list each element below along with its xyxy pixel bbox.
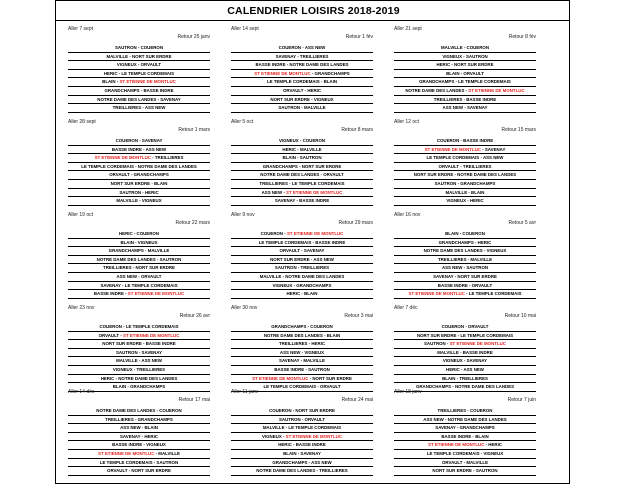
round-block xyxy=(68,390,210,482)
match-row: ORVAULT - MALVILLE xyxy=(394,459,536,468)
aller-date: Aller 7 sept xyxy=(68,26,94,32)
match-row: BLAIN - VIGNEUX xyxy=(68,239,210,248)
aller-date: Aller 21 sept xyxy=(394,26,422,32)
retour-date: Retour 1 mars xyxy=(178,127,210,133)
match-row: GRANDCHAMPS - LE TEMPLE CORDEMAIS xyxy=(394,78,536,87)
match-row: NORT SUR ERDRE - VIGNEUX xyxy=(231,96,373,105)
highlighted-team: ST ETIENNE DE MONTLUC xyxy=(408,291,465,297)
round-block xyxy=(394,390,536,482)
retour-date: Retour 8 mars xyxy=(341,127,373,133)
match-row: TREILLIERES - GRANDCHAMPS xyxy=(68,416,210,425)
match-row: VIGNEUX - TREILLIERES xyxy=(68,366,210,375)
match-row: NOTRE DAME DES LANDES - ST ETIENNE DE MONTLUC xyxy=(394,87,536,96)
match-row: ORVAULT - SAVENAY xyxy=(231,247,373,256)
match-row: GRANDCHAMPS - NORT SUR ERDRE xyxy=(231,163,373,172)
match-row: SAUTRON - GRANDCHAMPS xyxy=(394,180,536,189)
match-row: BASSE INDRE - ST ETIENNE DE MONTLUC xyxy=(68,290,210,299)
match-row: SAVENAY - GRANDCHAMPS xyxy=(394,424,536,433)
highlighted-team: ST ETIENNE DE MONTLUC xyxy=(127,291,185,297)
match-row: LE TEMPLE CORDEMAIS - VIGNEUX xyxy=(394,450,536,459)
page-title: CALENDRIER LOISIRS 2018-2019 xyxy=(227,5,400,17)
aller-date: Aller 16 nov xyxy=(394,212,421,218)
retour-date: Retour 24 mai xyxy=(341,397,373,403)
match-row: MALVILLE - NOTRE DAME DES LANDES xyxy=(231,273,373,282)
match-row: VIGNEUX - ST ETIENNE DE MONTLUC xyxy=(231,433,373,442)
highlighted-team: ST ETIENNE DE MONTLUC xyxy=(424,146,481,152)
match-row: SAUTRON - SAVENAY xyxy=(68,349,210,358)
match-row: TREILLIERES - MALVILLE xyxy=(394,256,536,265)
match-row: ST ETIENNE DE MONTLUC - TREILLIERES xyxy=(68,154,210,163)
match-list xyxy=(231,323,373,392)
round-block xyxy=(231,27,373,119)
match-row: SAVENAY - BASSE INDRE xyxy=(231,197,373,206)
aller-date: Aller 19 oct xyxy=(68,212,94,218)
match-row: SAVENAY - LE TEMPLE CORDEMAIS xyxy=(68,282,210,291)
match-list xyxy=(68,44,210,113)
match-row: BASSE INDRE - VIGNEUX xyxy=(68,441,210,450)
match-row: VIGNEUX - ORVAULT xyxy=(68,61,210,70)
match-row: ASS NEW - ORVAULT xyxy=(68,273,210,282)
highlighted-team: ST ETIENNE DE MONTLUC xyxy=(252,375,309,381)
match-row: LE TEMPLE CORDEMAIS - ASS NEW xyxy=(394,154,536,163)
match-list xyxy=(68,407,210,476)
match-row: COUERON - SAVENAY xyxy=(68,137,210,146)
aller-date: Aller 12 oct xyxy=(394,119,420,125)
match-row: HERIC - NORT SUR ERDRE xyxy=(394,61,536,70)
match-list xyxy=(394,407,536,476)
match-row: TREILLIERES - COUERON xyxy=(394,407,536,416)
retour-date: Retour 15 mars xyxy=(501,127,536,133)
match-row: BASSE INDRE - SAUTRON xyxy=(231,366,373,375)
match-row: SAUTRON - COUERON xyxy=(68,44,210,53)
aller-date: Aller 14 sept xyxy=(231,26,259,32)
match-row: GRANDCHAMPS - NOTRE DAME DES LANDES xyxy=(394,383,536,392)
highlighted-team: ST ETIENNE DE MONTLUC xyxy=(123,332,180,338)
retour-date: Retour 26 avr xyxy=(179,313,210,319)
match-row: NOTRE DAME DES LANDES - ORVAULT xyxy=(231,171,373,180)
highlighted-team: ST ETIENNE DE MONTLUC xyxy=(254,70,311,76)
match-row: NORT SUR ERDRE - NOTRE DAME DES LANDES xyxy=(394,171,536,180)
match-row: COUERON - NORT SUR ERDRE xyxy=(231,407,373,416)
aller-date: Aller 28 sept xyxy=(68,119,96,125)
match-row: NOTRE DAME DES LANDES - TREILLIERES xyxy=(231,467,373,476)
highlighted-team: ST ETIENNE DE MONTLUC xyxy=(286,189,343,195)
match-row: BLAIN - GRANDCHAMPS xyxy=(68,383,210,392)
aller-date: Aller 30 nov xyxy=(231,305,258,311)
match-list xyxy=(394,44,536,113)
match-row: COUERON - ST ETIENNE DE MONTLUC xyxy=(231,230,373,239)
match-row: HERIC - BLAIN xyxy=(231,290,373,299)
match-list xyxy=(68,323,210,392)
match-list xyxy=(394,323,536,392)
match-row: ASS NEW - BLAIN xyxy=(68,424,210,433)
aller-date: Aller 5 oct xyxy=(231,119,254,125)
match-row: BLAIN - SAVENAY xyxy=(231,450,373,459)
match-row: NOTRE DAME DES LANDES - COUERON xyxy=(68,407,210,416)
match-row: LE TEMPLE CORDEMAIS - NOTRE DAME DES LANDES xyxy=(68,163,210,172)
match-row: LE TEMPLE CORDEMAIS - BLAIN xyxy=(231,78,373,87)
round-block xyxy=(394,120,536,212)
highlighted-team: ST ETIENNE DE MONTLUC xyxy=(119,79,176,85)
retour-date: Retour 25 janv xyxy=(177,34,210,40)
aller-date: Aller 9 nov xyxy=(231,212,255,218)
highlighted-team: ST ETIENNE DE MONTLUC xyxy=(285,433,343,439)
match-row: MALVILLE - LE TEMPLE CORDEMAIS xyxy=(231,424,373,433)
match-row: ST ETIENNE DE MONTLUC - GRANDCHAMPS xyxy=(231,70,373,79)
match-row: GRANDCHAMPS - COUERON xyxy=(231,323,373,332)
match-row: LE TEMPLE CORDEMAIS - SAUTRON xyxy=(68,459,210,468)
match-row: VIGNEUX - SAVENAY xyxy=(394,357,536,366)
match-row: NORT SUR ERDRE - SAUTRON xyxy=(394,467,536,476)
aller-date: Aller 18 janv xyxy=(394,389,422,395)
match-row: GRANDCHAMPS - HERIC xyxy=(394,239,536,248)
match-row: MALVILLE - NORT SUR ERDRE xyxy=(68,53,210,62)
highlighted-team: ST ETIENNE DE MONTLUC xyxy=(428,442,485,448)
match-row: HERIC - NOTRE DAME DES LANDES xyxy=(68,375,210,384)
title-divider xyxy=(56,20,569,21)
match-row: NOTRE DAME DES LANDES - VIGNEUX xyxy=(394,247,536,256)
match-row: ASS NEW - NOTRE DAME DES LANDES xyxy=(394,416,536,425)
match-list xyxy=(231,44,373,113)
round-block xyxy=(68,306,210,398)
match-row: SAVENAY - NORT SUR ERDRE xyxy=(394,273,536,282)
highlighted-team: ST ETIENNE DE MONTLUC xyxy=(98,450,155,456)
match-row: BASSE INDRE - ORVAULT xyxy=(394,282,536,291)
match-row: HERIC - MALVILLE xyxy=(231,146,373,155)
match-row: HERIC - BASSE INDRE xyxy=(231,441,373,450)
match-row: COUERON - ORVAULT xyxy=(394,323,536,332)
match-row: HERIC - LE TEMPLE CORDEMAIS xyxy=(68,70,210,79)
match-row: TREILLIERES - LE TEMPLE CORDEMAIS xyxy=(231,180,373,189)
retour-date: Retour 22 mars xyxy=(175,220,210,226)
match-row: COUERON - BASSE INDRE xyxy=(394,137,536,146)
round-block xyxy=(231,390,373,482)
retour-date: Retour 8 fév xyxy=(508,34,536,40)
round-block xyxy=(231,306,373,398)
match-row: GRANDCHAMPS - BASSE INDRE xyxy=(68,87,210,96)
match-list xyxy=(231,230,373,299)
retour-date: Retour 3 mai xyxy=(344,313,373,319)
match-row: LE TEMPLE CORDEMAIS - BASSE INDRE xyxy=(231,239,373,248)
match-row: NOTRE DAME DES LANDES - BLAIN xyxy=(231,332,373,341)
retour-date: Retour 7 juin xyxy=(507,397,536,403)
match-row: SAUTRON - HERIC xyxy=(68,189,210,198)
match-row: ORVAULT - ST ETIENNE DE MONTLUC xyxy=(68,332,210,341)
highlighted-team: ST ETIENNE DE MONTLUC xyxy=(468,87,525,93)
match-row: ORVAULT - HERIC xyxy=(231,87,373,96)
match-row: NORT SUR ERDRE - BASSE INDRE xyxy=(68,340,210,349)
retour-date: Retour 10 mai xyxy=(504,313,536,319)
match-list xyxy=(68,230,210,299)
match-row: VIGNEUX - HERIC xyxy=(394,197,536,206)
match-row: ST ETIENNE DE MONTLUC - LE TEMPLE CORDEMAIS xyxy=(394,290,536,299)
match-row: MALVILLE - BLAIN xyxy=(394,189,536,198)
match-row: ASS NEW - ST ETIENNE DE MONTLUC xyxy=(231,189,373,198)
match-row: SAUTRON - ST ETIENNE DE MONTLUC xyxy=(394,340,536,349)
match-row: BASSE INDRE - BLAIN xyxy=(394,433,536,442)
retour-date: Retour 5 avr xyxy=(508,220,536,226)
round-block xyxy=(394,213,536,305)
match-row: TREILLIERES - BASSE INDRE xyxy=(394,96,536,105)
highlighted-team: ST ETIENNE DE MONTLUC xyxy=(94,155,151,161)
calendar-frame xyxy=(55,0,570,484)
match-row: BLAIN - ST ETIENNE DE MONTLUC xyxy=(68,78,210,87)
match-row: NORT SUR ERDRE - ASS NEW xyxy=(231,256,373,265)
match-row: ORVAULT - GRANDCHAMPS xyxy=(68,171,210,180)
match-row: NORT SUR ERDRE - LE TEMPLE CORDEMAIS xyxy=(394,332,536,341)
aller-date: Aller 23 nov xyxy=(68,305,95,311)
round-block xyxy=(231,120,373,212)
match-row: SAUTRON - ORVAULT xyxy=(231,416,373,425)
match-row: ST ETIENNE DE MONTLUC - SAVENAY xyxy=(394,146,536,155)
match-row: MALVILLE - ASS NEW xyxy=(68,357,210,366)
match-row: TREILLIERES - NORT SUR ERDRE xyxy=(68,264,210,273)
match-row: HERIC - ASS NEW xyxy=(394,366,536,375)
match-row: ASS NEW - SAUTRON xyxy=(394,264,536,273)
aller-date: Aller 7 déc xyxy=(394,305,418,311)
match-row: ST ETIENNE DE MONTLUC - MALVILLE xyxy=(68,450,210,459)
match-list xyxy=(394,137,536,206)
match-row: TREILLIERES - HERIC xyxy=(231,340,373,349)
highlighted-team: ST ETIENNE DE MONTLUC xyxy=(449,341,506,347)
match-row: NOTRE DAME DES LANDES - SAVENAY xyxy=(68,96,210,105)
match-row: NORT SUR ERDRE - BLAIN xyxy=(68,180,210,189)
match-row: ST ETIENNE DE MONTLUC - HERIC xyxy=(394,441,536,450)
match-row: BLAIN - TREILLIERES xyxy=(394,375,536,384)
highlighted-team: ST ETIENNE DE MONTLUC xyxy=(287,231,344,236)
match-row: COUERON - ASS NEW xyxy=(231,44,373,53)
match-row: BLAIN - ORVAULT xyxy=(394,70,536,79)
match-row: NOTRE DAME DES LANDES - SAUTRON xyxy=(68,256,210,265)
match-row: BLAIN - SAUTRON xyxy=(231,154,373,163)
round-block xyxy=(68,120,210,212)
retour-date: Retour 17 mai xyxy=(178,397,210,403)
round-block xyxy=(68,213,210,305)
match-row: MALVILLE - VIGNEUX xyxy=(68,197,210,206)
match-row: SAVENAY - HERIC xyxy=(68,433,210,442)
match-row: ORVAULT - NORT SUR ERDRE xyxy=(68,467,210,476)
match-row: SAVENAY - TREILLIERES xyxy=(231,53,373,62)
match-row: HERIC - COUERON xyxy=(68,230,210,239)
round-block xyxy=(68,27,210,119)
match-list xyxy=(394,230,536,299)
match-row: VIGNEUX - GRANDCHAMPS xyxy=(231,282,373,291)
round-block xyxy=(231,213,373,305)
round-block xyxy=(394,27,536,119)
match-row: BASSE INDRE - NOTRE DAME DES LANDES xyxy=(231,61,373,70)
aller-date: Aller 11 janv xyxy=(231,389,259,395)
match-row: ASS NEW - VIGNEUX xyxy=(231,349,373,358)
match-row: ASS NEW - SAVENAY xyxy=(394,104,536,113)
match-list xyxy=(231,407,373,476)
match-row: SAVENAY - MALVILLE xyxy=(231,357,373,366)
match-row: ORVAULT - TREILLIERES xyxy=(394,163,536,172)
match-row: GRANDCHAMPS - ASS NEW xyxy=(231,459,373,468)
match-row: VIGNEUX - SAUTRON xyxy=(394,53,536,62)
aller-date: Aller 14 déc xyxy=(68,389,95,395)
match-row: COUERON - LE TEMPLE CORDEMAIS xyxy=(68,323,210,332)
retour-date: Retour 29 mars xyxy=(338,220,373,226)
match-row: VIGNEUX - COUERON xyxy=(231,137,373,146)
match-row: BASSE INDRE - ASS NEW xyxy=(68,146,210,155)
match-row: MALVILLE - COUERON xyxy=(394,44,536,53)
match-row: LE TEMPLE CORDEMAIS - ORVAULT xyxy=(231,383,373,392)
match-row: BLAIN - COUERON xyxy=(394,230,536,239)
match-row: MALVILLE - BASSE INDRE xyxy=(394,349,536,358)
match-row: GRANDCHAMPS - MALVILLE xyxy=(68,247,210,256)
match-row: SAUTRON - TREILLIERES xyxy=(231,264,373,273)
retour-date: Retour 1 fév xyxy=(345,34,373,40)
match-list xyxy=(68,137,210,206)
round-block xyxy=(394,306,536,398)
match-row: TREILLIERES - ASS NEW xyxy=(68,104,210,113)
match-row: SAUTRON - MALVILLE xyxy=(231,104,373,113)
match-list xyxy=(231,137,373,206)
match-row: ST ETIENNE DE MONTLUC - NORT SUR ERDRE xyxy=(231,375,373,384)
